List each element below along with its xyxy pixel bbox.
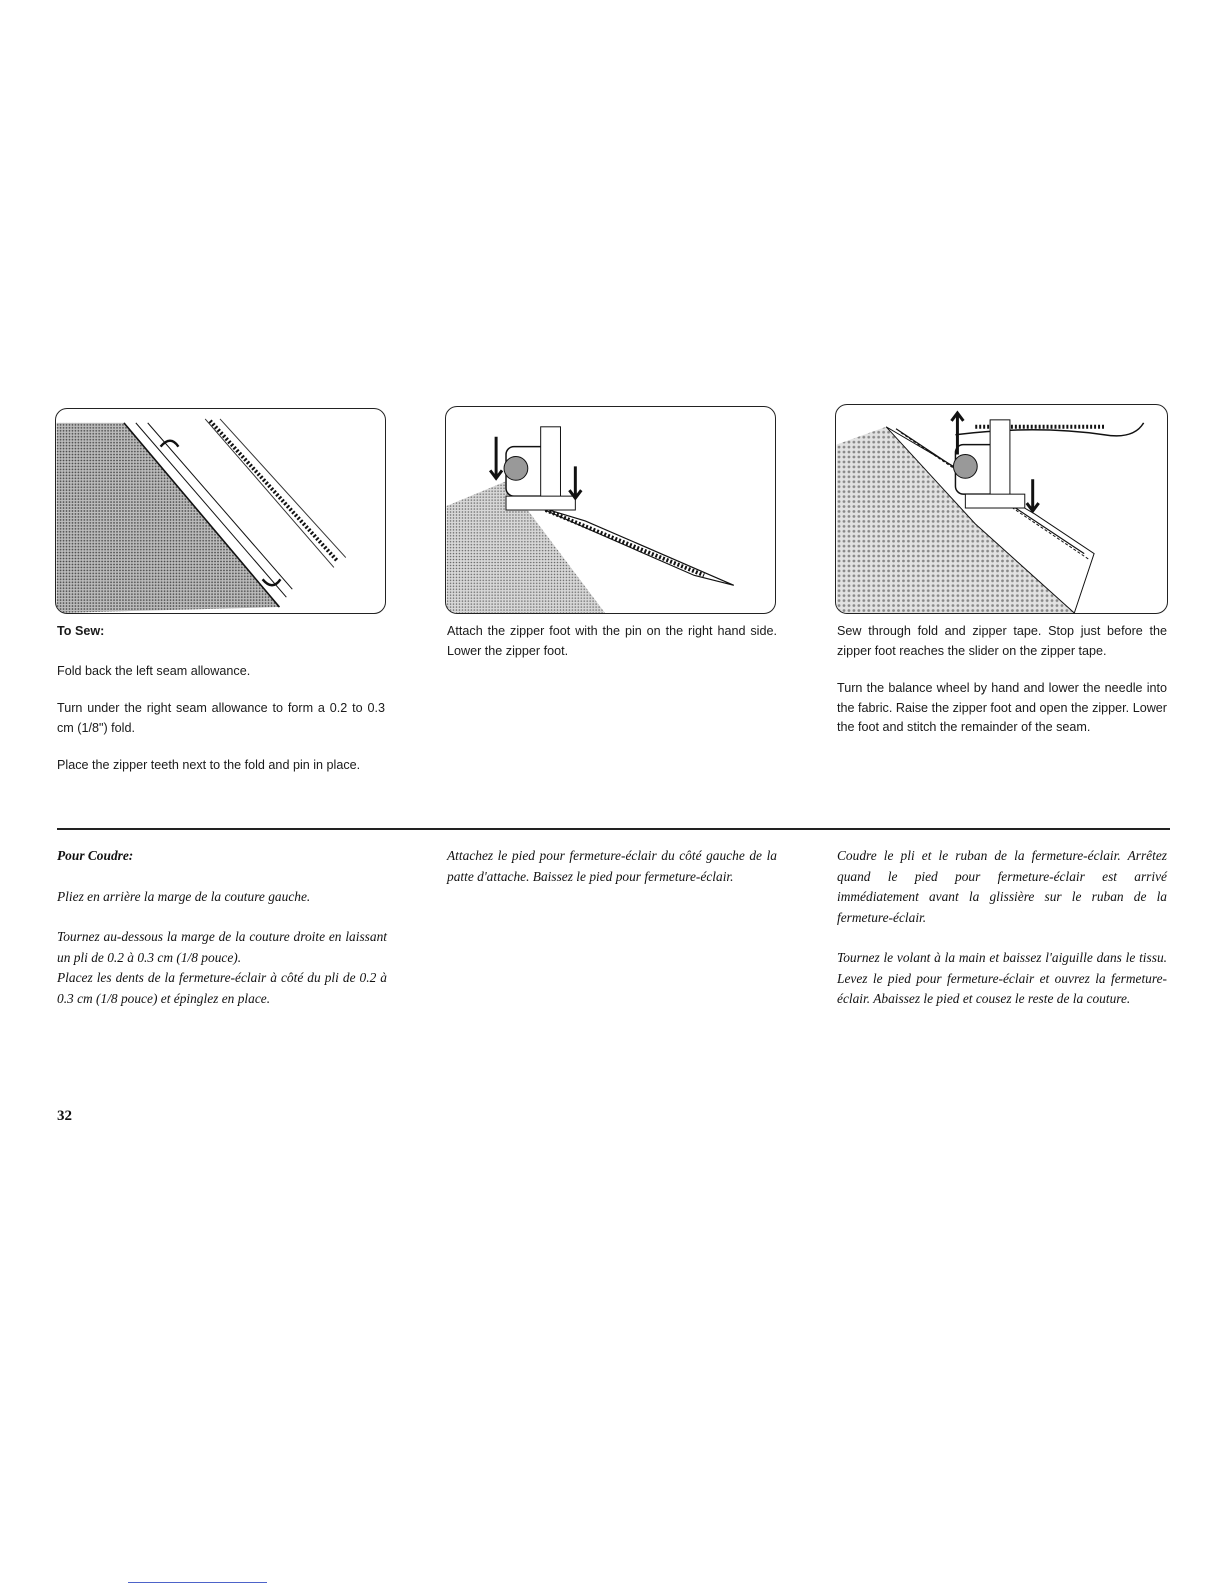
attach-zipper-foot-illustration xyxy=(446,407,775,613)
step-place-zipper: Place the zipper teeth next to the fold and pin in place. xyxy=(57,758,361,772)
attach-zipper-foot-figure xyxy=(445,406,776,614)
fold-seam-allowance-figure xyxy=(55,408,386,614)
sew-zipper-tape-illustration xyxy=(836,405,1167,613)
fold-seam-allowance-illustration xyxy=(56,409,385,613)
french-column-3 xyxy=(837,846,1167,1030)
english-column-3 xyxy=(837,622,1167,756)
french-column-2 xyxy=(447,846,777,907)
fr-step-attach-foot: Attachez le pied pour fermeture-éclair du côté gauche de la patte d'attache. Baissez le pied pour fermeture-éclair. xyxy=(447,848,777,884)
step-sew-through: Sew through fold and zipper tape. Stop just before the zipper foot reaches the slider on the zipper tape. xyxy=(837,624,1167,658)
step-turn-wheel: Turn the balance wheel by hand and lower the needle into the fabric. Raise the zipper foot and open the zipper. Lower the foot and stitch the remainder of the seam. xyxy=(837,681,1167,734)
fr-step-turn-wheel: Tournez le volant à la main et baissez l'aiguille dans le tissu. Levez le pied pour fermeture-éclair et ouvrez la fermeture-éclair. Abaissez le pied et cousez le reste de la couture. xyxy=(837,950,1167,1006)
english-column-1 xyxy=(57,622,385,794)
step-fold-back: Fold back the left seam allowance. xyxy=(57,663,251,678)
step-turn-under: Turn under the right seam allowance to form a 0.2 to 0.3 cm (1/8") fold. xyxy=(57,701,385,735)
fr-step-sew-through: Coudre le pli et le ruban de la fermeture-éclair. Arrêtez quand le pied pour fermeture-éclair est arrivé immédiatement avant la glissière sur le ruban de la fermeture-éclair. xyxy=(837,848,1167,925)
english-column-2 xyxy=(447,622,777,679)
fr-step-fold-back: Pliez en arrière la marge de la couture gauche. xyxy=(57,888,311,904)
section-divider xyxy=(57,828,1170,830)
pour-coudre-heading: Pour Coudre: xyxy=(57,848,134,863)
step-attach-foot: Attach the zipper foot with the pin on the right hand side. Lower the zipper foot. xyxy=(447,624,777,658)
fr-step-place-zipper: Placez les dents de la fermeture-éclair à côté du pli de 0.2 à 0.3 cm (1/8 pouce) et épinglez en place. xyxy=(57,970,387,1006)
fr-step-turn-under: Tournez au-dessous la marge de la couture droite en laissant un pli de 0.2 à 0.3 cm (1/8 pouce). xyxy=(57,929,387,965)
sew-zipper-tape-figure xyxy=(835,404,1168,614)
page-number: 32 xyxy=(57,1108,72,1124)
to-sew-heading: To Sew: xyxy=(57,624,105,638)
french-column-1 xyxy=(57,846,387,1029)
bottom-underline xyxy=(128,1582,267,1583)
